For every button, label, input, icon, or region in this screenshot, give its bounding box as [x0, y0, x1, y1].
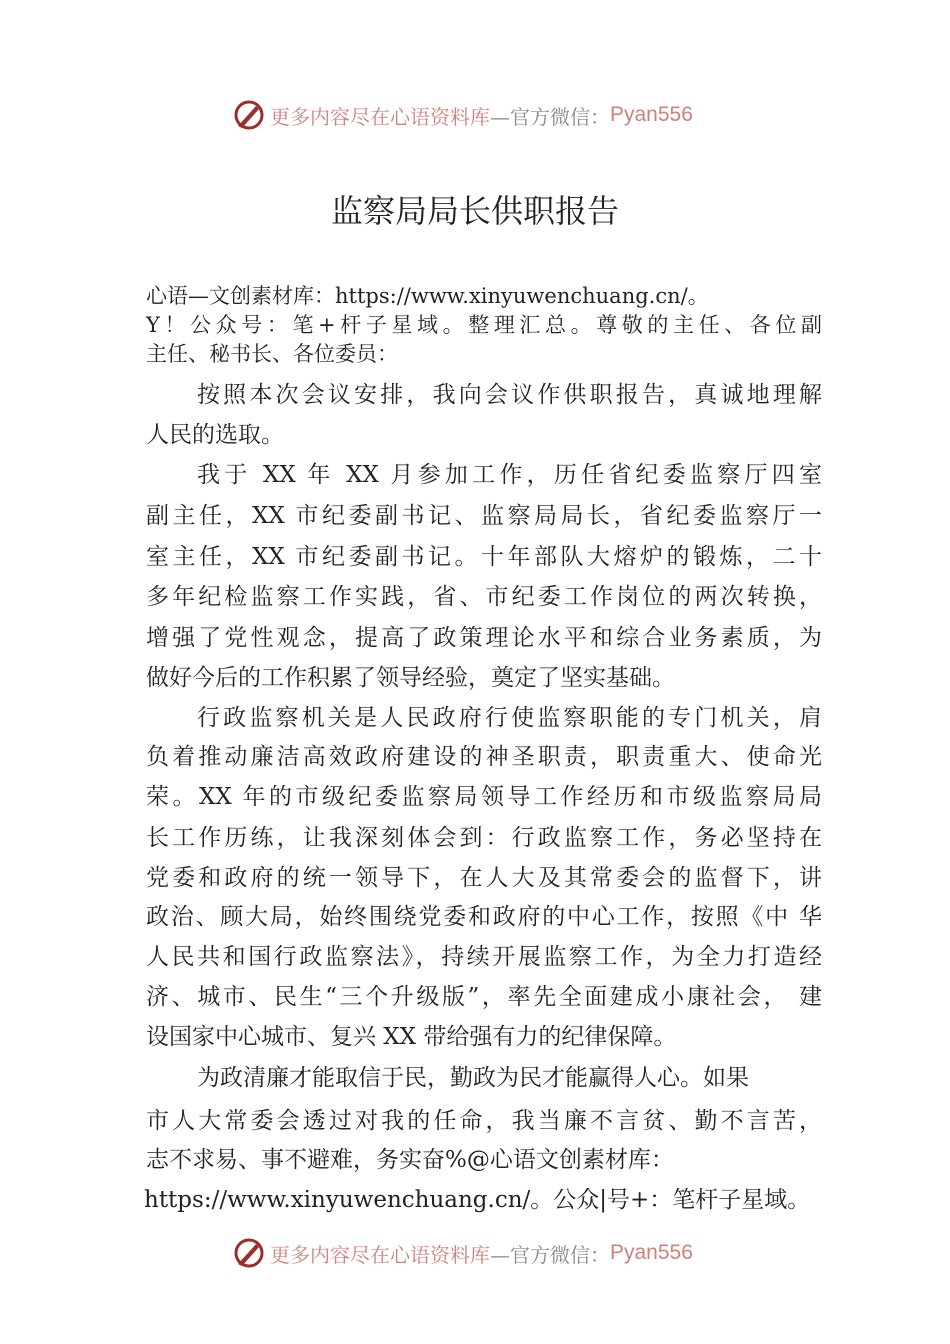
text-line: 多年纪检监察工作实践，省、市纪委工作岗位的两次转换，: [146, 584, 822, 610]
text-line: 行政监察机关是人民政府行使监察职能的专门机关，肩: [197, 705, 822, 731]
text-line: 主任、秘书长、各位委员：: [146, 342, 398, 366]
pen-logo-icon: [232, 98, 266, 132]
text-line: https://www.xinyuwenchuang.cn/。公众|号+：笔杆子星域。: [144, 1187, 811, 1213]
text-line: 党委和政府的统一领导下，在人大及其常委会的监督下，讲: [146, 865, 822, 891]
text-line: 人民共和国行政监察法》，持续开展监察工作，为全力打造经: [146, 944, 822, 970]
text-line: 志不求易、事不避难，务实奋%@心语文创素材库：: [146, 1147, 674, 1173]
text-line: 人民的选取。: [146, 422, 284, 448]
watermark-site: 更多内容尽在心语资料库: [270, 104, 490, 129]
text-line: 心语—文创素材库：https://www.xinyuwenchuang.cn/。: [146, 284, 709, 308]
text-line: 荣。XX 年的市级纪委监察局领导工作经历和市级监察局局: [146, 784, 822, 810]
text-line: 设国家中心城市、复兴 XX 带给强有力的纪律保障。: [146, 1024, 677, 1050]
text-line: Y！公众号：笔+杆子星域。整理汇总。尊敬的主任、各位副: [146, 313, 822, 337]
footer-watermark: [232, 1236, 693, 1270]
text-line: 为政清廉才能取信于民，勤政为民才能赢得人心。如果: [197, 1065, 749, 1091]
watermark-id: Pyan556: [610, 1241, 693, 1264]
watermark-site: 更多内容尽在心语资料库: [270, 1242, 490, 1267]
text-line: 市人大常委会透过对我的任命，我当廉不言贫、勤不言苦，: [146, 1108, 822, 1134]
text-line: 长工作历练，让我深刻体会到：行政监察工作，务必坚持在: [146, 825, 822, 851]
text-line: 做好今后的工作积累了领导经验，奠定了坚实基础。: [146, 665, 675, 691]
text-line: 按照本次会议安排，我向会议作供职报告，真诚地理解: [197, 382, 822, 408]
text-line: 我于 XX 年 XX 月参加工作，历任省纪委监察厅四室: [197, 462, 822, 488]
watermark-dash: —官方微信：: [490, 1242, 610, 1267]
page-title: 监察局局长供职报告: [330, 192, 619, 230]
text-line: 济、城市、民生“三个升级版”，率先全面建成小康社会， 建: [146, 984, 822, 1010]
watermark-dash: —官方微信：: [490, 104, 610, 129]
pen-logo-icon: [232, 1236, 266, 1270]
header-watermark: [232, 98, 693, 132]
text-line: 政治、顾大局，始终围绕党委和政府的中心工作，按照《中 华: [146, 904, 822, 930]
text-line: 副主任，XX 市纪委副书记、监察局局长，省纪委监察厅一: [146, 503, 822, 529]
text-line: 增强了党性观念，提高了政策理论水平和综合业务素质，为: [146, 625, 822, 651]
watermark-id: Pyan556: [610, 103, 693, 126]
text-line: 负着推动廉洁高效政府建设的神圣职责，职责重大、使命光: [146, 744, 822, 770]
text-line: 室主任，XX 市纪委副书记。十年部队大熔炉的锻炼，二十: [146, 544, 822, 570]
